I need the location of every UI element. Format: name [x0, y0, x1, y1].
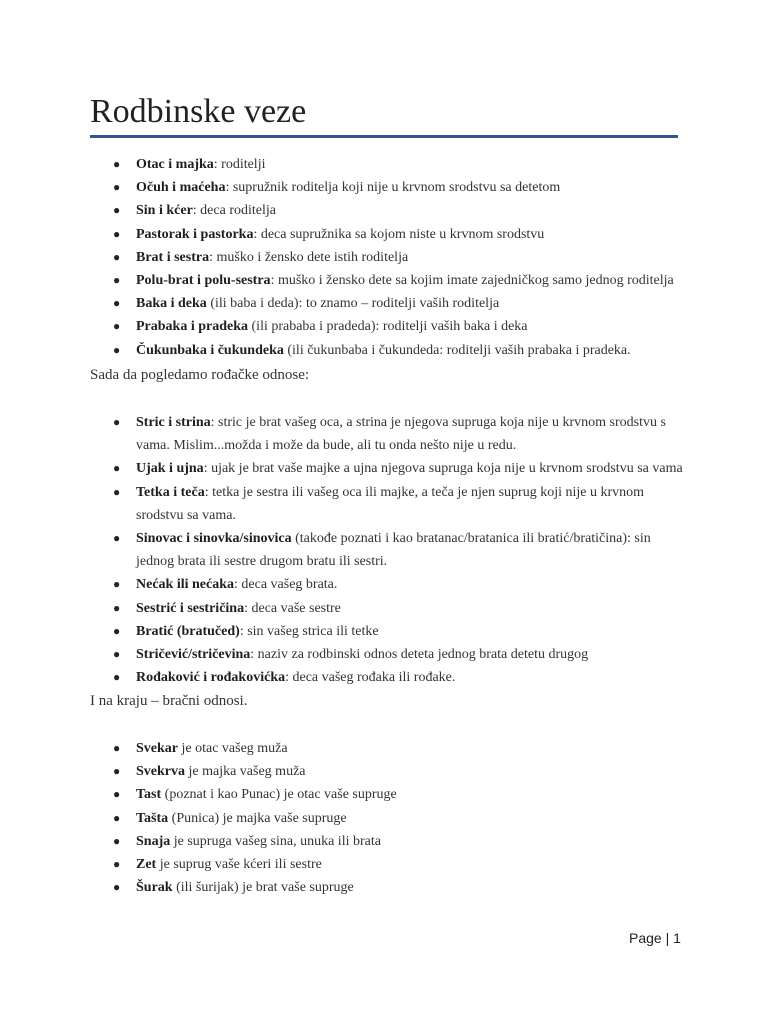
bullet-icon: ● [113, 623, 121, 638]
relation-term: Pastorak i pastorka [136, 226, 254, 242]
bullet-icon: ● [113, 273, 121, 288]
relation-term: Snaja [136, 833, 171, 849]
cousin-relations-list [90, 411, 690, 689]
list-item [90, 527, 690, 573]
bullet-icon: ● [113, 415, 121, 429]
bullet-icon: ● [113, 670, 121, 685]
list-item [90, 339, 690, 362]
list-item [90, 457, 690, 480]
relation-description: : deca vašeg brata. [234, 577, 338, 593]
relation-term: Stričević/stričevina [136, 647, 251, 663]
immediate-family-list [90, 153, 690, 362]
bullet-icon: ● [113, 787, 121, 802]
relation-term: Sin i kćer [136, 203, 193, 219]
relation-term: Tast [136, 787, 162, 803]
relation-description: (poznat i kao Punac) je otac vaše supruge [161, 787, 397, 803]
relation-term: Prabaka i pradeka [136, 319, 249, 335]
relation-term: Tetka i teča [136, 484, 205, 500]
relation-term: Polu-brat i polu-sestra [136, 273, 271, 289]
relation-term: Tašta [136, 810, 169, 826]
list-item [90, 853, 690, 876]
bullet-icon: ● [113, 600, 121, 615]
list-item [90, 199, 690, 222]
relation-description: je majka vašeg muža [185, 764, 306, 780]
marital-intro: I na kraju – bračni odnosi. [90, 693, 248, 709]
list-item [90, 153, 690, 176]
list-item [90, 876, 690, 899]
list-item [90, 830, 690, 853]
relation-description: (ili baba i deda): to znamo – roditelji vaših roditelja [206, 296, 500, 312]
relation-description: : deca roditelja [192, 203, 276, 219]
relation-description: : muško i žensko dete istih roditelja [209, 249, 409, 265]
bullet-icon: ● [113, 342, 121, 357]
list-item [90, 315, 690, 338]
relation-description: : roditelji [213, 157, 266, 172]
title-underline [90, 135, 678, 138]
bullet-icon: ● [113, 249, 121, 264]
relation-description: (Punica) je majka vaše supruge [168, 810, 347, 826]
list-item [90, 666, 690, 689]
list-item [90, 292, 690, 315]
bullet-icon: ● [113, 764, 121, 779]
bullet-icon: ● [113, 810, 121, 825]
relation-description: je otac vašeg muža [178, 741, 288, 756]
relation-description: : muško i žensko dete sa kojim imate zajedničkog samo jednog roditelja [270, 273, 674, 289]
marital-relations-list [90, 737, 690, 899]
relation-description: : naziv za rodbinski odnos deteta jednog brata detetu drugog [250, 647, 589, 663]
relation-term: Svekar [136, 741, 178, 756]
relation-description: : deca supružnika sa kojom niste u krvnom srodstvu [253, 226, 545, 242]
list-item [90, 573, 690, 596]
bullet-icon: ● [113, 577, 121, 592]
page-number: Page | 1 [629, 930, 681, 946]
relation-term: Sestrić i sestričina [136, 600, 245, 616]
relation-term: Brat i sestra [136, 249, 210, 265]
relation-description: je supruga vašeg sina, unuka ili brata [170, 833, 381, 849]
relation-description: : stric je brat vašeg oca, a strina je njegova supruga koja nije u krvnom srodstvu s vama. Mislim...možda i može da bude, ali tu onda nešto nije u redu. [136, 415, 666, 454]
relation-description: : deca vašeg rođaka ili rođake. [285, 670, 456, 686]
bullet-icon: ● [113, 180, 121, 195]
relation-term: Zet [136, 857, 157, 873]
bullet-icon: ● [113, 157, 121, 171]
bullet-icon: ● [113, 647, 121, 662]
list-item [90, 760, 690, 783]
bullet-icon: ● [113, 319, 121, 334]
bullet-icon: ● [113, 226, 121, 241]
list-item [90, 807, 690, 830]
list-item [90, 620, 690, 643]
relation-term: Bratić (bratučed) [136, 623, 240, 639]
list-item [90, 481, 690, 527]
relation-term: Otac i majka [136, 157, 214, 172]
list-item [90, 223, 690, 246]
bullet-icon: ● [113, 833, 121, 848]
relation-description: : deca vaše sestre [244, 600, 341, 616]
list-item [90, 737, 690, 760]
bullet-icon: ● [113, 461, 121, 476]
list-item [90, 176, 690, 199]
relation-description: (ili prababa i pradeda): roditelji vaših baka i deka [248, 319, 528, 335]
bullet-icon: ● [113, 203, 121, 218]
bullet-icon: ● [113, 857, 121, 872]
relation-description: je suprug vaše kćeri ili sestre [156, 857, 322, 873]
relation-description: : tetka je sestra ili vašeg oca ili majke, a teča je njen suprug koji nije u krvnom srodstvu sa vama. [136, 484, 645, 523]
bullet-icon: ● [113, 296, 121, 311]
relation-description: : supružnik roditelja koji nije u krvnom srodstvu sa detetom [225, 180, 561, 196]
relation-term: Sinovac i sinovka/sinovica [136, 531, 292, 547]
list-item [90, 597, 690, 620]
relation-description: : sin vašeg strica ili tetke [239, 623, 379, 639]
relation-description: : ujak je brat vaše majke a ujna njegova supruga koja nije u krvnom srodstvu sa vama [203, 461, 683, 477]
list-item [90, 269, 690, 292]
list-item [90, 643, 690, 666]
relation-term: Rođaković i rođakovićka [136, 670, 286, 686]
cousins-intro: Sada da pogledamo rođačke odnose: [90, 367, 310, 383]
relation-term: Čukunbaka i čukundeka [136, 342, 284, 358]
bullet-icon: ● [113, 531, 121, 546]
relation-term: Baka i deka [136, 296, 207, 312]
list-item [90, 783, 690, 806]
document-title: Rodbinske veze [90, 93, 307, 130]
relation-term: Šurak [136, 880, 173, 896]
list-item [90, 246, 690, 269]
relation-term: Stric i strina [136, 415, 211, 430]
relation-term: Svekrva [136, 764, 185, 780]
relation-description: (ili šurijak) je brat vaše supruge [172, 880, 354, 896]
bullet-icon: ● [113, 484, 121, 499]
relation-description: (takođe poznati i kao bratanac/bratanica ili bratić/bratičina): sin jednog brata ili sestre drugom bratu ili sestri. [136, 531, 651, 570]
relation-description: (ili čukunbaba i čukundeda: roditelji vaših prabaka i pradeka. [283, 342, 631, 358]
relation-term: Nećak ili nećaka [136, 577, 234, 593]
bullet-icon: ● [113, 880, 121, 895]
relation-term: Očuh i maćeha [136, 180, 226, 196]
list-item [90, 411, 690, 457]
relation-term: Ujak i ujna [136, 461, 204, 477]
bullet-icon: ● [113, 741, 121, 755]
